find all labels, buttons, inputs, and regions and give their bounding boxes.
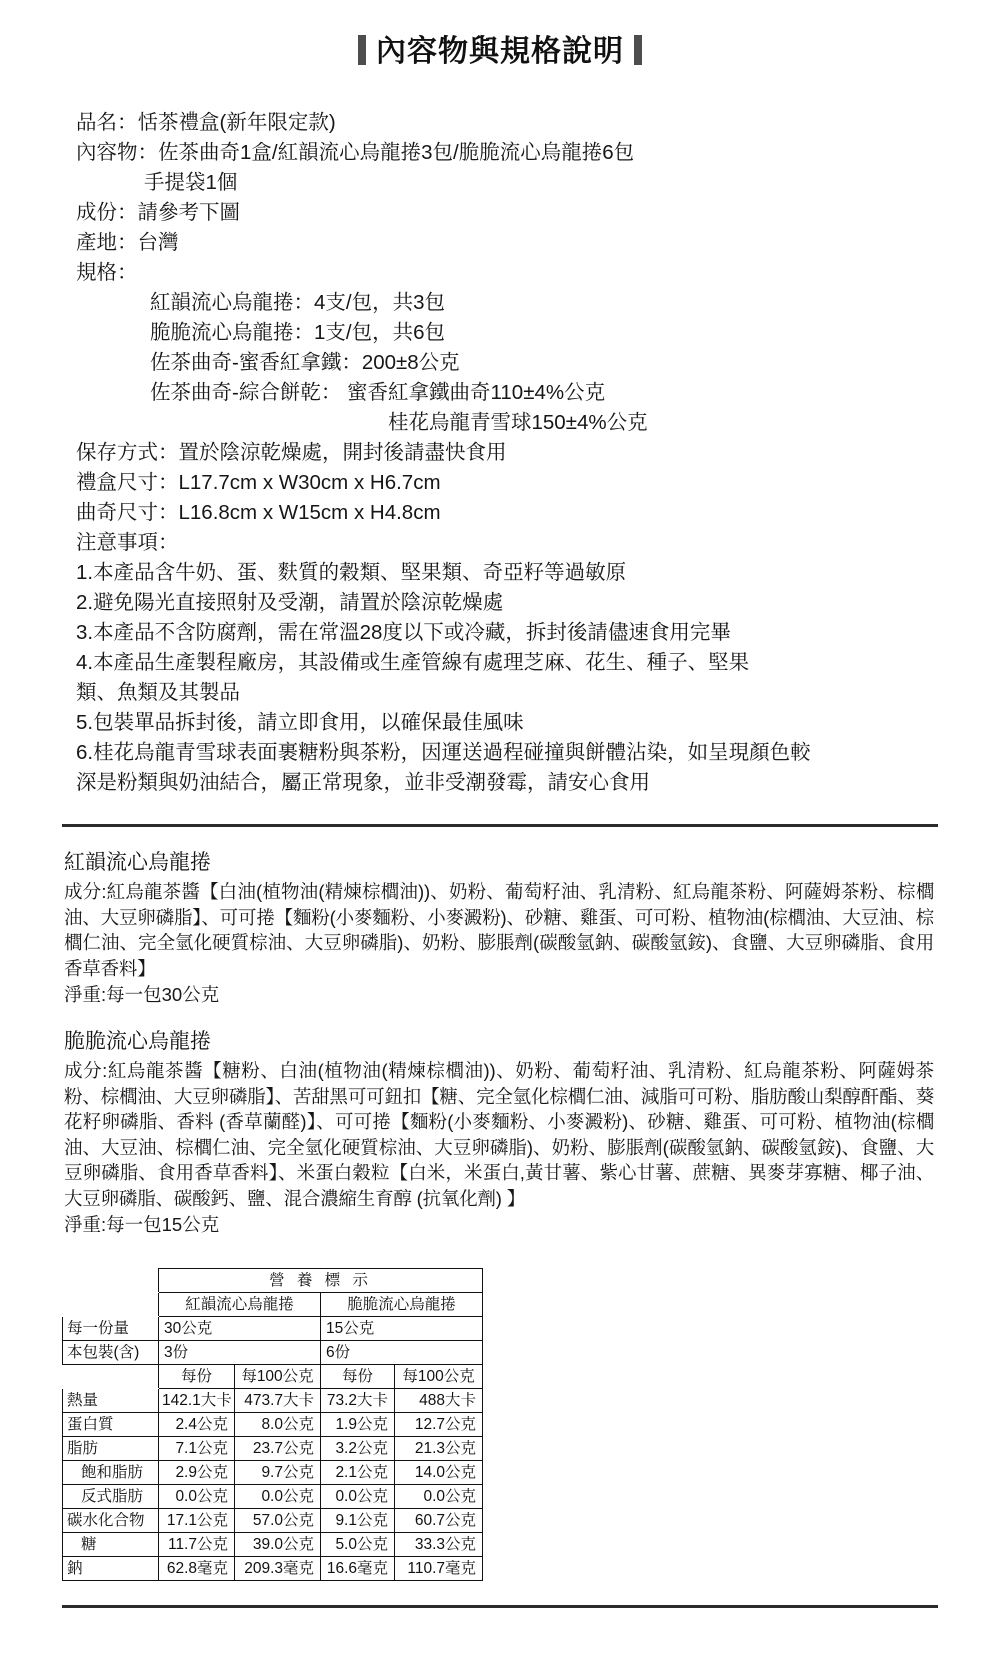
nutrition-package-value-2: 6份 bbox=[321, 1341, 483, 1365]
product-net-weight-cuicui: 淨重:每一包15公克 bbox=[64, 1214, 220, 1235]
nutrition-row-value: 209.3毫克 bbox=[235, 1557, 321, 1581]
ingredient-section-cuicui bbox=[64, 1028, 934, 1238]
product-name-cuicui: 脆脆流心烏龍捲 bbox=[64, 1030, 211, 1053]
nutrition-row-value: 2.9公克 bbox=[159, 1461, 235, 1485]
product-ingredients-cuicui: 成分:紅烏龍茶醬【糖粉、白油(植物油(精煉棕櫚油))、奶粉、葡萄籽油、乳清粉、紅烏龍茶粉、阿薩姆茶粉、棕櫚油、大豆卵磷脂】、苦甜黑可可鈕扣【糖、完全氫化棕櫚仁油、減脂可可粉、脂肪酸山梨醇酐酯、葵花籽卵磷脂、香料 (香草蘭醛)】、可可捲【麵粉(小麥麵粉、小麥澱粉)、砂糖、雞蛋、可可粉、植物油(棕櫚油、大豆油、棕櫚仁油、完全氫化硬質棕油、大豆卵磷脂)、奶粉、膨脹劑(碳酸氫鈉、碳酸氫銨)、食鹽、大豆卵磷脂、食用香草香料】、米蛋白穀粒【白米，米蛋白,黃甘薯、紫心甘薯、蔗糖、異麥芽寡糖、椰子油、大豆卵磷脂、碳酸鈣、鹽、混合濃縮生育醇 (抗氧化劑) 】 bbox=[64, 1060, 934, 1209]
section-divider-top bbox=[62, 824, 938, 827]
nutrition-row-value: 0.0公克 bbox=[321, 1485, 395, 1509]
table-row bbox=[63, 1461, 483, 1485]
product-net-weight-hongyun: 淨重:每一包30公克 bbox=[64, 984, 220, 1005]
nutrition-row-value: 9.1公克 bbox=[321, 1509, 395, 1533]
nutrition-col-header-1: 紅韻流心烏龍捲 bbox=[159, 1293, 321, 1317]
nutrition-row-value: 11.7公克 bbox=[159, 1533, 235, 1557]
nutrition-unit-header-4: 每100公克 bbox=[395, 1365, 483, 1389]
nutrition-row-label: 糖 bbox=[63, 1533, 159, 1557]
spec-line-box-size: 禮盒尺寸：L17.7cm x W30cm x H6.7cm bbox=[76, 471, 441, 494]
nutrition-row-value: 0.0公克 bbox=[395, 1485, 483, 1509]
nutrition-serving-value-2: 15公克 bbox=[321, 1317, 483, 1341]
table-row-unit-headers bbox=[63, 1365, 483, 1389]
nutrition-title: 營 養 標 示 bbox=[159, 1269, 483, 1293]
table-row-column-headers bbox=[63, 1293, 483, 1317]
nutrition-package-value-1: 3份 bbox=[159, 1341, 321, 1365]
nutrition-row-value: 2.4公克 bbox=[159, 1413, 235, 1437]
nutrition-row-value: 1.9公克 bbox=[321, 1413, 395, 1437]
nutrition-row-value: 142.1大卡 bbox=[159, 1389, 235, 1413]
nutrition-package-label: 本包裝(含) bbox=[63, 1341, 159, 1365]
nutrition-row-value: 57.0公克 bbox=[235, 1509, 321, 1533]
table-row bbox=[63, 1557, 483, 1581]
nutrition-row-value: 488大卡 bbox=[395, 1389, 483, 1413]
nutrition-row-value: 7.1公克 bbox=[159, 1437, 235, 1461]
nutrition-col-header-2: 脆脆流心烏龍捲 bbox=[321, 1293, 483, 1317]
spec-line-origin: 產地：台灣 bbox=[76, 231, 179, 254]
spec-line-spec-4: 佐茶曲奇-綜合餅乾： 蜜香紅拿鐵曲奇110±4%公克 bbox=[150, 381, 606, 404]
notice-item: 4.本產品生產製程廠房，其設備或生產管線有處理芝麻、花生、種子、堅果 bbox=[76, 651, 750, 674]
page-title bbox=[340, 26, 660, 70]
notice-list bbox=[76, 558, 928, 798]
table-row-title bbox=[63, 1269, 483, 1293]
nutrition-row-label: 蛋白質 bbox=[63, 1413, 159, 1437]
table-row bbox=[63, 1533, 483, 1557]
page-title-text: 內容物與規格說明 bbox=[376, 35, 624, 68]
nutrition-row-value: 2.1公克 bbox=[321, 1461, 395, 1485]
nutrition-row-label: 反式脂肪 bbox=[63, 1485, 159, 1509]
spec-line-spec-header: 規格： bbox=[76, 261, 138, 284]
spec-line-contents: 內容物：佐茶曲奇1盒/紅韻流心烏龍捲3包/脆脆流心烏龍捲6包 bbox=[76, 141, 635, 164]
table-cell-empty bbox=[63, 1293, 159, 1317]
nutrition-row-value: 17.1公克 bbox=[159, 1509, 235, 1533]
nutrition-row-value: 39.0公克 bbox=[235, 1533, 321, 1557]
nutrition-row-value: 21.3公克 bbox=[395, 1437, 483, 1461]
nutrition-row-label: 飽和脂肪 bbox=[63, 1461, 159, 1485]
product-ingredients-hongyun: 成分:紅烏龍茶醬【白油(植物油(精煉棕櫚油))、奶粉、葡萄籽油、乳清粉、紅烏龍茶粉、阿薩姆茶粉、棕櫚油、大豆卵磷脂】、可可捲【麵粉(小麥麵粉、小麥澱粉)、砂糖、雞蛋、可可粉、植物油(棕櫚油、大豆油、棕櫚仁油、完全氫化硬質棕油、大豆卵磷脂)、奶粉、膨脹劑(碳酸氫鈉、碳酸氫銨)、食鹽、大豆卵磷脂、食用香草香料】 bbox=[64, 881, 934, 979]
nutrition-row-value: 5.0公克 bbox=[321, 1533, 395, 1557]
notice-item: 2.避免陽光直接照射及受潮，請置於陰涼乾燥處 bbox=[76, 591, 504, 614]
page-title-wrapper bbox=[0, 26, 1000, 70]
table-cell-empty bbox=[63, 1365, 159, 1389]
spec-line-cookie-size: 曲奇尺寸：L16.8cm x W15cm x H4.8cm bbox=[76, 501, 441, 524]
spec-line-spec-3: 佐茶曲奇-蜜香紅拿鐵：200±8公克 bbox=[150, 351, 460, 374]
table-row bbox=[63, 1437, 483, 1461]
nutrition-row-value: 73.2大卡 bbox=[321, 1389, 395, 1413]
nutrition-row-value: 9.7公克 bbox=[235, 1461, 321, 1485]
product-name-hongyun: 紅韻流心烏龍捲 bbox=[64, 851, 211, 874]
nutrition-row-value: 0.0公克 bbox=[159, 1485, 235, 1509]
nutrition-row-value: 12.7公克 bbox=[395, 1413, 483, 1437]
notice-item: 6.桂花烏龍青雪球表面裹糖粉與茶粉，因運送過程碰撞與餅體沾染，如呈現顏色較 bbox=[76, 741, 811, 764]
table-row bbox=[63, 1413, 483, 1437]
nutrition-row-value: 23.7公克 bbox=[235, 1437, 321, 1461]
nutrition-row-value: 110.7毫克 bbox=[395, 1557, 483, 1581]
table-row bbox=[63, 1485, 483, 1509]
spec-line-spec-5: 桂花烏龍青雪球150±4%公克 bbox=[388, 411, 648, 434]
nutrition-row-value: 62.8毫克 bbox=[159, 1557, 235, 1581]
spec-line-notice-header: 注意事項： bbox=[76, 531, 179, 554]
nutrition-row-value: 60.7公克 bbox=[395, 1509, 483, 1533]
spec-line-handbag: 手提袋1個 bbox=[144, 171, 238, 194]
ingredient-section-hongyun bbox=[64, 849, 934, 1008]
nutrition-row-value: 473.7大卡 bbox=[235, 1389, 321, 1413]
spec-line-product-name: 品名：恬茶禮盒(新年限定款) bbox=[76, 111, 336, 134]
nutrition-serving-value-1: 30公克 bbox=[159, 1317, 321, 1341]
nutrition-row-value: 14.0公克 bbox=[395, 1461, 483, 1485]
nutrition-row-value: 8.0公克 bbox=[235, 1413, 321, 1437]
table-cell-empty bbox=[63, 1269, 159, 1293]
table-row-package bbox=[63, 1341, 483, 1365]
nutrition-row-value: 0.0公克 bbox=[235, 1485, 321, 1509]
nutrition-row-label: 脂肪 bbox=[63, 1437, 159, 1461]
nutrition-table-wrapper bbox=[62, 1268, 482, 1581]
nutrition-row-value: 33.3公克 bbox=[395, 1533, 483, 1557]
nutrition-table bbox=[62, 1268, 483, 1581]
nutrition-unit-header-3: 每份 bbox=[321, 1365, 395, 1389]
spec-line-spec-2: 脆脆流心烏龍捲：1支/包，共6包 bbox=[150, 321, 445, 344]
table-row bbox=[63, 1389, 483, 1413]
section-divider-bottom bbox=[62, 1605, 938, 1608]
nutrition-row-label: 鈉 bbox=[63, 1557, 159, 1581]
spec-block bbox=[76, 108, 928, 798]
nutrition-unit-header-1: 每份 bbox=[159, 1365, 235, 1389]
nutrition-row-label: 熱量 bbox=[63, 1389, 159, 1413]
spec-line-spec-1: 紅韻流心烏龍捲：4支/包，共3包 bbox=[150, 291, 445, 314]
notice-item: 1.本產品含牛奶、蛋、麩質的穀類、堅果類、奇亞籽等過敏原 bbox=[76, 561, 627, 584]
nutrition-row-value: 16.6毫克 bbox=[321, 1557, 395, 1581]
notice-item: 5.包裝單品拆封後，請立即食用，以確保最佳風味 bbox=[76, 711, 524, 734]
notice-item: 深是粉類與奶油結合，屬正常現象，並非受潮發霉，請安心食用 bbox=[76, 771, 650, 794]
notice-item: 類、魚類及其製品 bbox=[76, 681, 240, 704]
title-left-bar-icon bbox=[358, 35, 366, 65]
notice-item: 3.本產品不含防腐劑，需在常溫28度以下或冷藏，拆封後請儘速食用完畢 bbox=[76, 621, 731, 644]
nutrition-row-label: 碳水化合物 bbox=[63, 1509, 159, 1533]
spec-line-ingredients: 成份：請參考下圖 bbox=[76, 201, 240, 224]
title-right-bar-icon bbox=[634, 35, 642, 65]
section-gap bbox=[0, 1008, 1000, 1028]
nutrition-serving-label: 每一份量 bbox=[63, 1317, 159, 1341]
table-row-serving bbox=[63, 1317, 483, 1341]
nutrition-unit-header-2: 每100公克 bbox=[235, 1365, 321, 1389]
nutrition-row-value: 3.2公克 bbox=[321, 1437, 395, 1461]
spec-line-storage: 保存方式：置於陰涼乾燥處，開封後請盡快食用 bbox=[76, 441, 507, 464]
product-spec-page bbox=[0, 26, 1000, 1680]
table-row bbox=[63, 1509, 483, 1533]
